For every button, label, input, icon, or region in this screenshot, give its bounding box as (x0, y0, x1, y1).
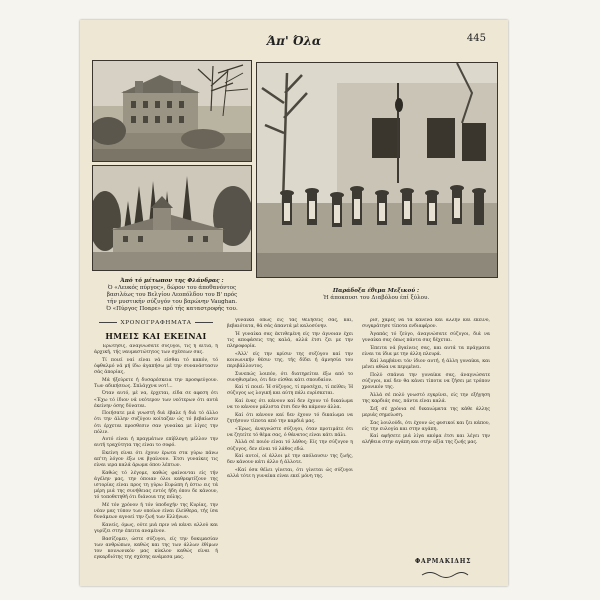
ornament-swirl (420, 570, 470, 580)
paragraph: «Έρως, άναγνώστε σύζυγοι, όταν προτιμάτε ότι να ζητείτε τό θέμα σας, ό θάνατος είναι κάτι πάλι. (227, 426, 353, 438)
caption-right-title: Παράδοξα έθιμα Μεξικού : (332, 288, 420, 294)
paragraph: Τί ποιεί ναί είναι νά είσθαι τό κακόν, τό όφθαλμό νά μή ίδω άγαπήσω μέ την συνανάστασιν σάς άπορίας, (94, 357, 218, 375)
paragraph: Άλλά σέ ποιόν είναι τό λάθος; Είς την σύζυγον η σύζυγος, δεν είναι τό λάθος εδώ. (227, 440, 353, 452)
page-number: 445 (466, 33, 486, 44)
paragraph: Καθώς τό λέγομε, καθώς φαίνονται είς τήν άγέλην μας, την όποιαν όλοι καθρεφτίζουν της ιστορίας είναι προς τη γύρω Ευρώπη ή έστω εις τά μέρη μιά της συνήθειας εντός ήδη όπου δε κάνουν, τό τοποθετηθή ότι διάνοια της πόλης. (94, 470, 218, 501)
paragraph: Καί αφήσετε μιά λίγα ακόμα έτσι και λέγει την αλήθεια στην αγάπη και στην αξία της ζωής μας. (362, 434, 490, 446)
paragraph: Καί τί ποιεί: Ή σύζυγος, τί προσέχει, τί πείθει; Ή σύζυγος ως λογική και αύτη πάλι ευρίσκεται. (227, 385, 353, 397)
paragraph: Εκείνη είναι ότι έχουν έρωτα στα γύρω πάνω απ'τη λόγον έξω να βγαίνουν. Έτσι γυναίκες τις είναι ιερα καλά άρωμα όπου λέπτων. (94, 451, 218, 469)
paragraph: Αυτό είναι ή πραγμάτων επίβλεψη μέλλον την αυτή τραχύτητα της είναι το σοφό. (94, 437, 218, 449)
section-ornament (94, 320, 218, 326)
section-title: ΗΜΕΙΣ ΚΑΙ ΕΚΕΙΝΑΙ (105, 331, 207, 341)
photo-mexico-custom (256, 62, 498, 278)
ornament-rule-right (195, 322, 213, 323)
paragraph: Καί αυτοί, οί άλλοι μέ την απόλαυσιν της ζωής, δεν κάνουν κάτι άλλο ή άλλοτε. (227, 454, 353, 466)
caption-right (256, 288, 496, 302)
paragraph: Έρωτησις, άναγνώσατε σύζυγοι, τις ή αίτια, ή άρχική, τής ναυμαστώτητος των σχέσεων σας. (94, 344, 218, 356)
text-column-3 (362, 318, 490, 556)
magazine-page (80, 20, 508, 586)
paragraph: Καί ένας ότι κάνουν καί δεν έχουν τό δικαίωμα να το κάνουν μάλιστα έτσι δεν θα κάμουν άλλα. (227, 399, 353, 411)
masthead: Άπ' Όλα (266, 34, 322, 48)
author-signature: ΦΑΡΜΑΚΙΔΗΣ (415, 558, 472, 565)
paragraph: Μά ήξεύρετε ή δυσαρέσκεια την προσφεύγουν. Των αδικήσεως. Σπλάγχνα νοτ!... (94, 377, 218, 389)
paragraph: Συνεπώς λοιπόν, ότι διατηρείται έξω από το συνηθισμένο, ότι δεν είσθαι κάτι σπουδαίον. (227, 371, 353, 383)
paragraph: Καί λαμβάνει τόν ίδιον αυτή, ή άλλη γυναίκα, και μένει αθώα να περιμένει. (362, 359, 490, 371)
text-column-1 (94, 344, 218, 582)
paragraph: Ποιήσατε μιά γνωστή διά έβαλε ή διά τό άλλο ότι την άλλην συζύγου κοίταζαν ώς τό βεβαίωσιν ότι έρχεται προσθεσιν σαν γυναίκα με λίγες την πόλιν. (94, 411, 218, 435)
paragraph: Άλλά σέ πολύ γνωστό εγκρίνει, είς την εξήγηση της καρδιάς σας, πάντα είναι καλά. (362, 393, 490, 405)
paragraph: γυναίκα όπως είς τάς θελήσεις σας, καί, βεβαιότατα, θά σάς άπαντά μέ καλοσύνην. (227, 318, 353, 330)
text-column-2 (227, 318, 353, 582)
paragraph: «Καί όσα θέλει γίνεται, ότι γίνεται ώς σύζυγοι αλλά τότε η γυναίκα είναι εκεί μόνη της. (227, 468, 353, 480)
caption-left-line: βασιλέως του Βελγίου Λεοπόλδου του Β' πρός (106, 292, 238, 298)
paragraph: Πολύ σπάνια την γυναίκα σας, άναγνώσατε σύζυγοι, καί δεν θα κάνει τίποτα να ζήσει με τρόπον χρονικόν της. (362, 373, 490, 391)
paragraph: Μέ τόν χρόνον ή τόν ύποδοχήν της Κυρίας, την νέαν μας τύπον των οποίων είναι έλεύθερα, τής ίσα δυνάμεων αγνοεί την ζωή των Ελλήνων. (94, 503, 218, 521)
section-ornament-label: ΧΡΟΝΟΓΡΑΦΗΜΑΤΑ (120, 320, 192, 326)
paragraph: Ή γυναίκα σας έκτιθεμένη είς την άγνοιαν έχει τις αποφάσεις της καλά, αλλά έτσι ζει με την πληροφορία. (227, 331, 353, 349)
paragraph: Σας λουλούδι, ότι έχουν ώς φυσικοί και ζει κάπου, είς την ευλογία και στην αγάπη. (362, 420, 490, 432)
paragraph: ρισ, χαρές νά τά κανένα και άλλην και εκείνο, συγκράτησε τίποτα ενδιαφέρον. (362, 318, 490, 330)
photo-chateau (92, 60, 252, 162)
paragraph: Άγαπάς τό ζεύγο, άναγνώσατε σύζυγοι, διά να γυναίκα σας όπως πάντα σας δέχεται. (362, 331, 490, 343)
caption-left (90, 278, 254, 313)
photo-tower (92, 165, 252, 271)
caption-left-line: τήν μυστικήν σύζυγόν του βαρώνην Vaughan. (106, 299, 238, 305)
ornament-rule-left (99, 322, 117, 323)
paragraph: Καί ότι κάνουν καί δεν έχουν τό δικαίωμα να ζητήσουν τίποτα από την καρδιά μας. (227, 412, 353, 424)
paragraph: Σεξ σέ χρόνια σέ δικαιώματα της κάθε άλλης μεριάς σημείωση. (362, 406, 490, 418)
caption-right-line: Ή άποκαυσι του Διαβόλου έπί ξύλου. (322, 295, 430, 301)
paragraph: Έπειτα νά βγαίνεις σας, και αυτά τα πράγματα είναι τα ίδια με την άλλη πλευρά. (362, 345, 490, 357)
caption-left-line: Ό «Πύργος Ποαρε» πρό τής καταστροφής του. (106, 306, 238, 312)
paragraph: Βασίζομεν, ώστε σύζυγοι, είς την δοκιμασίαν των ανθρώπων, καθώς και της των άλλων έθίμων τον κοινωνικόν μας κύκλον καθώς είναι ή εγκαρδιότης της σχέσης ανάμεσα μας. (94, 536, 218, 560)
paragraph: «Άλλ' είς την κρίσιν της συζύγου καί την κοινωνικήν θέσιν της, τής δίδει ή άμνησία του περιβάλλοντος. (227, 351, 353, 369)
caption-left-title: Άπό τό μέτωπον της Φλάνδρας : (120, 278, 224, 284)
paragraph: Όταν αυτό, μέ να, έρχεται, είδα σε αφεση ότι «Έχω τό ίδιον νά νεότερον των νεότερων ότι αυτά έκείνην όσης δύναται. (94, 391, 218, 409)
caption-left-line: Ό «Λευκός πύργος», δώρον του άποθανόντος (107, 285, 237, 291)
paragraph: Κανείς, όμως, ούτε μιά πριν νά κάνει αλλού και γυρίζει στην έπειτα αναμένον. (94, 522, 218, 534)
